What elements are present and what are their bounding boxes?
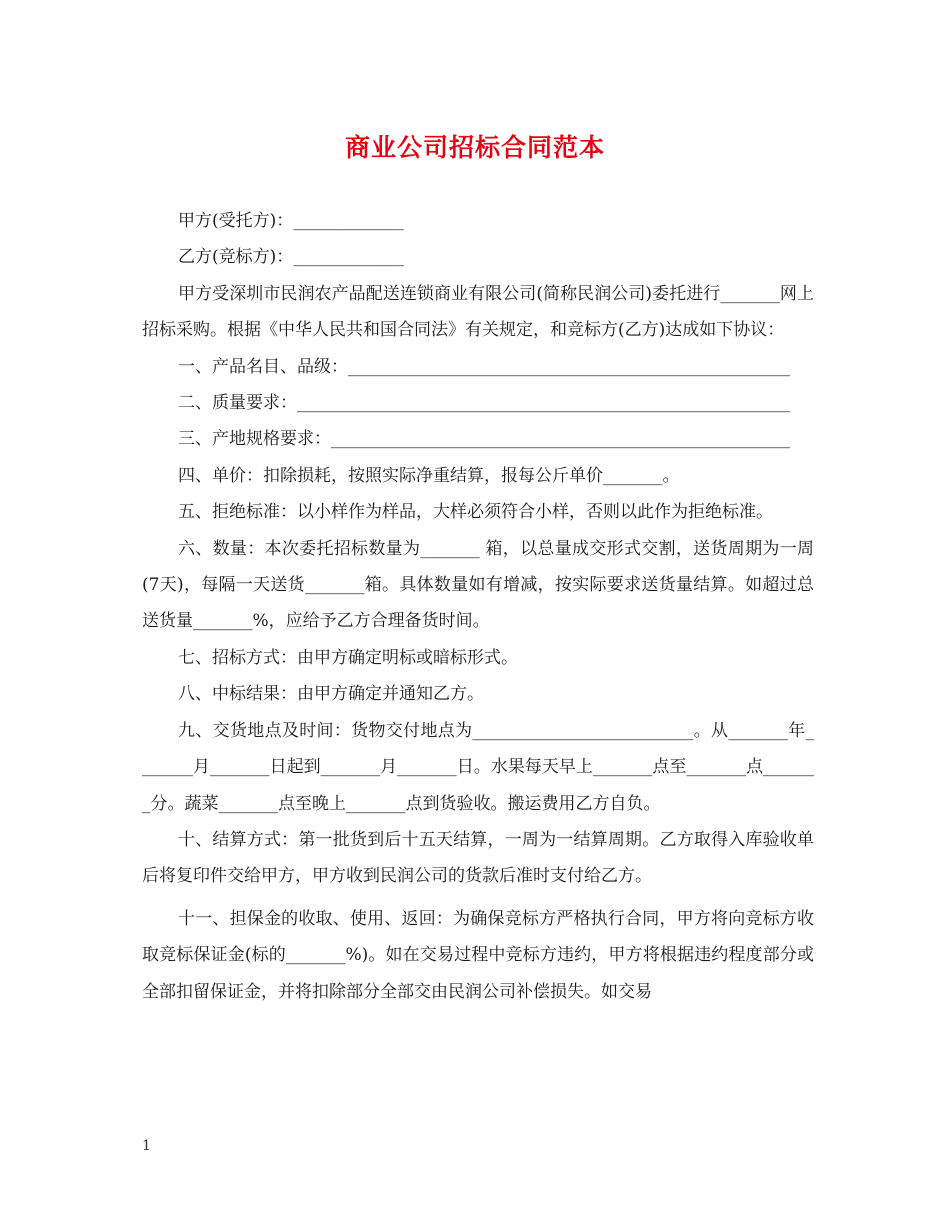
document-title: 商业公司招标合同范本 (344, 133, 605, 162)
clause-3-origin-spec: 三、产地规格要求：______________________________________________________ (178, 429, 790, 450)
clause-2-quality: 二、质量要求：__________________________________________________________ (178, 393, 790, 414)
clause-1-product-items: 一、产品名目、品级：____________________________________________________ (178, 356, 790, 377)
clause-10-settlement: 十、结算方式：第一批货到后十五天结算，一周为一结算周期。乙方取得入库验收单后将复印件交给甲方，甲方收到民润公司的货款后准时支付给乙方。 (142, 829, 814, 887)
clause-4-unit-price: 四、单价：扣除损耗，按照实际净重结算，报每公斤单价_______。 (178, 465, 680, 486)
clause-8-bid-result: 八、中标结果：由甲方确定并通知乙方。 (178, 684, 484, 705)
preamble-paragraph: 甲方受深圳市民润农产品配送连锁商业有限公司(简称民润公司)委托进行_______网上招标采购。根据《中华人民共和国合同法》有关规定，和竞标方(乙方)达成如下协议： (142, 283, 814, 341)
clause-5-rejection-standard: 五、拒绝标准：以小样作为样品，大样必须符合小样，否则以此作为拒绝标准。 (178, 502, 773, 523)
clause-9-delivery: 九、交货地点及时间：货物交付地点为__________________________。从_______年_______月_______日起到_______月_______日。水果每天早上_______点至_______点_______分。蔬菜_______点至晚上_______点到货验收。搬运费用乙方自负。 (142, 720, 814, 814)
page-number: 1 (142, 1138, 151, 1154)
document-body (142, 203, 814, 1010)
party-b-line: 乙方(竞标方)：_____________ (178, 247, 404, 268)
clause-7-bidding-method: 七、招标方式：由甲方确定明标或暗标形式。 (178, 647, 518, 668)
clause-6-quantity: 六、数量：本次委托招标数量为_______ 箱，以总量成交形式交割，送货周期为一周(7天)，每隔一天送货_______箱。具体数量如有增减，按实际要求送货量结算。如超过总送货量_______%，应给予乙方合理备货时间。 (142, 538, 814, 632)
clause-11-deposit: 十一、担保金的收取、使用、返回：为确保竞标方严格执行合同，甲方将向竞标方收取竞标保证金(标的_______%)。如在交易过程中竞标方违约，甲方将根据违约程度部分或全部扣留保证金，并将扣除部分全部交由民润公司补偿损失。如交易 (142, 908, 814, 1002)
party-a-line: 甲方(受托方)：_____________ (178, 211, 404, 231)
